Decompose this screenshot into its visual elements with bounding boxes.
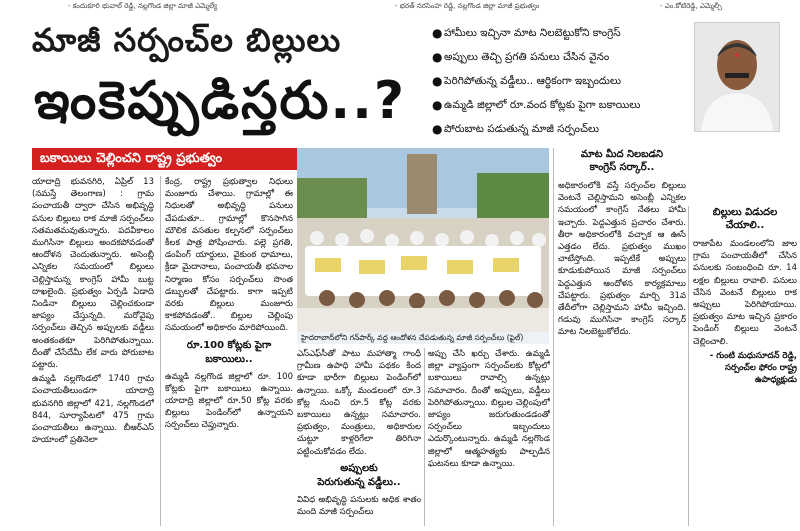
sub-headline-banner: బకాయిలు చెల్లించని రాష్ట్ర ప్రభుత్వం (32, 148, 302, 170)
top-strip-right: - ఎం.కోటిరెడ్డి, ఎమ్మెల్సీ (660, 2, 722, 10)
main-headline: ఇంకెప్పుడిస్తరు..? (34, 71, 407, 131)
portrait-photo (694, 22, 780, 132)
subhead: రూ.100 కోట్లకు పైగా బకాయిలు.. (186, 339, 272, 365)
article-column-6 (688, 206, 797, 526)
highlight-item: ● ఉమ్మడి జిల్లాలో రూ.వంద కోట్లకు పైగా బకాయిలు (432, 94, 694, 116)
protest-illustration (297, 148, 549, 332)
bullet-icon: ● (432, 26, 443, 40)
article-column-1 (32, 176, 154, 526)
highlight-item: ● పెరిగిపోతున్న వడ్డీలు.. ఆర్థికంగా ఇబ్బందులు (432, 70, 694, 92)
article-paragraph: అధికారంలోకి వస్తే సర్పంచ్‌ల బిల్లులు వెంటనే చెల్లిస్తామని అసెంబ్లీ ఎన్నికల సమయంలో కాంగ్రెస్ నేతలు హామీ ఇచ్చారు. పెద్దఎత్తున ప్రచారం చేశారు. తీరా అధికారంలోకి వచ్చాక ఆ ఊసే ఎత్తడం లేదు. ప్రభుత్వం ముఖం చాటేస్తోంది. ఇప్పటికే అప్పులు కూడుకుపోయిన మాజీ సర్పంచ్‌లు పెద్దఎత్తున ఆందోళన కార్యక్రమాలు చేపట్టారు. ప్రభుత్వం మార్చి 31వ తేదీలోగా చెల్లిస్తామని హామీ ఇచ్చింది. గడువు ముగిసినా కాంగ్రెస్ సర్కార్ మాట నిలబెట్టుకోలేదు. (558, 181, 686, 338)
bullet-icon: ● (432, 50, 443, 64)
highlight-item: ● అప్పులు తెచ్చి ప్రగతి పనులు చేసిన వైనం (432, 46, 694, 68)
protest-photo (297, 148, 549, 332)
top-strip-center: - భరత్ నరసింహ రెడ్డి, నల్లగొండ జిల్లా మాజీ ప్రభుత్వం (395, 2, 540, 10)
kicker-headline: మాజీ సర్పంచ్‌ల బిల్లులు (32, 21, 342, 59)
highlight-item: ● పోరుబాట పడుతున్న మాజీ సర్పంచ్‌లు (432, 118, 694, 140)
highlight-item: ● హామీలు ఇచ్చినా మాట నిలబెట్టుకోని కాంగ్రెస్ (432, 22, 694, 44)
article-paragraph: అప్పు చేసి ఖర్చు చేశారు. ఉమ్మడి జిల్లా వ్యాప్తంగా సర్పంచ్‌లకు కోట్లలో బకాయిలు రావాల్సి ఉన్నట్లు సమాచారం. దీంతో అప్పులు, వడ్డీలు పెరిగిపోతున్నాయి. బిల్లుల చెల్లింపులో జాప్యం జరుగుతుండడంతో సర్పంచ్‌లు ఇబ్బందులు ఎదుర్కొంటున్నారు. ఉమ్మడి నల్లగొండ జిల్లాలో ఆత్మహత్యకు పాల్పడిన ఘటనలు కూడా ఉన్నాయి. (428, 349, 550, 469)
quote-signature: - గుంటి మధుసూదన్ రెడ్డి, సర్పంచ్‌ల ఫోరం రాష్ట్ర ఉపాధ్యక్షుడు (709, 350, 797, 386)
article-paragraph: కేంద్ర, రాష్ట్ర ప్రభుత్వాల నిధులు మంజూరు చేశాయి. గ్రామాల్లో ఈ నిధులతో అభివృద్ధి పనులు చేపడుతూ.. గ్రామాల్లో కొనసాగిన మౌలిక వసతుల కల్పనలో సర్పంచ్‌లు కీలక పాత్ర పోషించారు. పల్లె ప్రగతి, డంపింగ్ యార్డులు, వైకుంఠ ధామాలు, క్రీడా మైదానాలు, పంచాయతీ భవనాల నిర్మాణం కోసం సర్పంచ్‌లు సొంత డబ్బులతో చేపట్టారు. కాగా ఇప్పటి వరకు బిల్లులు మంజూరు కాకపోవడంతో.. బిల్లుల చెల్లింపు సమయంలో అధికారం మారిపోయింది. (165, 177, 293, 334)
article-column-5 (553, 148, 686, 526)
article-column-2 (160, 176, 293, 526)
article-column-3 (297, 348, 421, 526)
subhead: అప్పులకు పెరుగుతున్న వడ్డీలు.. (317, 462, 401, 488)
bullet-icon: ● (432, 74, 443, 88)
article-paragraph: ఉమ్మడి నల్లగొండలో 1740 గ్రామ పంచాయతీలుండగా యాదాద్రి భువనగిరి జిల్లాలో 421, నల్లగొండలో 844, సూర్యాపేటలో 475 గ్రామ పంచాయతీలు ఉన్నాయి. బీఆర్ఎస్ హయాంలో ప్రతినెలా (32, 374, 154, 446)
highlights-list (432, 22, 694, 142)
article-paragraph: ఉమ్మడి నల్లగొండ జిల్లాలో రూ. 100 కోట్లకు పైగా బకాయిలు ఉన్నాయి. యాదాద్రి జిల్లాలో రూ.50 కోట్ల వరకు బిల్లులు పెండింగ్‌లో ఉన్నాయని సర్పంచ్‌లు చెప్తున్నారు. (165, 371, 293, 431)
bullet-icon: ● (432, 98, 443, 112)
article-column-4 (424, 348, 550, 526)
quote-paragraph: రాజాపేట మండలంలోని జాల గ్రామ పంచాయతీలో చేసిన పనులకు సంబంధించి రూ. 14 లక్షల బిల్లులు రావాలి. పనులు చేసిన వెంటనే బిల్లులు రాక అప్పులు పెరిగిపోయాయి. ప్రభుత్వం మాట ఇచ్చిన ప్రకారం పెండింగ్ బిల్లులు వెంటనే చెల్లించాలి. (693, 239, 797, 347)
top-strip (0, 0, 800, 12)
portrait-illustration (695, 23, 779, 131)
article-paragraph: వివిధ అభివృద్ధి పనులకు అధిక శాతం మంది మాజీ సర్పంచ్‌లు (297, 494, 421, 518)
bullet-icon: ● (432, 122, 443, 136)
top-strip-left: - కందుకూరి భువాల్ రెడ్డి, నల్లగొండ జిల్లా మాజీ ఎమ్మెల్యే (68, 2, 218, 10)
article-lead: యాదాద్రి భువనగిరి, ఏప్రిల్ 13 (నమస్తే తెలంగాణ) : గ్రామ పంచాయతీ ద్వారా చేసిన అభివృద్ధి పనుల బిల్లులు రాక మాజీ సర్పంచ్‌లు సతమతమవుతున్నారు. పదవీకాలం ముగిసినా బిల్లులు అందకపోవడంతో ఆందోళన చెందుతున్నారు. అసెంబ్లీ ఎన్నికల సమయంలో బిల్లులు చెల్లిస్తామన్న కాంగ్రెస్ హామీ బుట్ట దాఖలైంది. ప్రభుత్వం ఏర్పడి ఏడాది నిండినా బిల్లులు చెల్లించకుండా జాప్యం చేస్తున్నది. మరోవైపు సర్పంచ్‌లు తెచ్చిన అప్పులకు వడ్డీలు అంతకంతకూ పెరిగిపోతున్నాయి. దీంతో చేసేదేమీ లేక వారు పోరుబాట పట్టారు. (32, 177, 154, 371)
article-paragraph: ఎస్‌ఎఫ్‌సీతో పాటు మహాత్మా గాంధీ గ్రామీణ ఉపాధి హామీ పథకం కింద కూడా భారీగా బిల్లులు పెండింగ్‌లో ఉన్నాయి. ఒక్కో మండలంలో రూ.3 కోట్ల నుంచి రూ.5 కోట్ల వరకు బకాయిలు ఉన్నట్లు సమాచారం. ప్రభుత్వం, మంత్రులు, అధికారుల చుట్టూ కాళ్లరిగేలా తిరిగినా పట్టించుకోవడం లేదు. (297, 349, 421, 457)
quote-heading: బిల్లులు విడుదల చేయాలి.. (712, 207, 778, 231)
sidebar-heading: మాట మీద నిలబడని కాంగ్రెస్ సర్కార్.. (580, 149, 664, 173)
photo-caption: హైదరాబాద్‌లోని గన్‌పార్క్ వద్ద ఆందోళన చేపడుతున్న మాజీ సర్పంచ్‌లు (ఫైల్) (297, 332, 549, 344)
